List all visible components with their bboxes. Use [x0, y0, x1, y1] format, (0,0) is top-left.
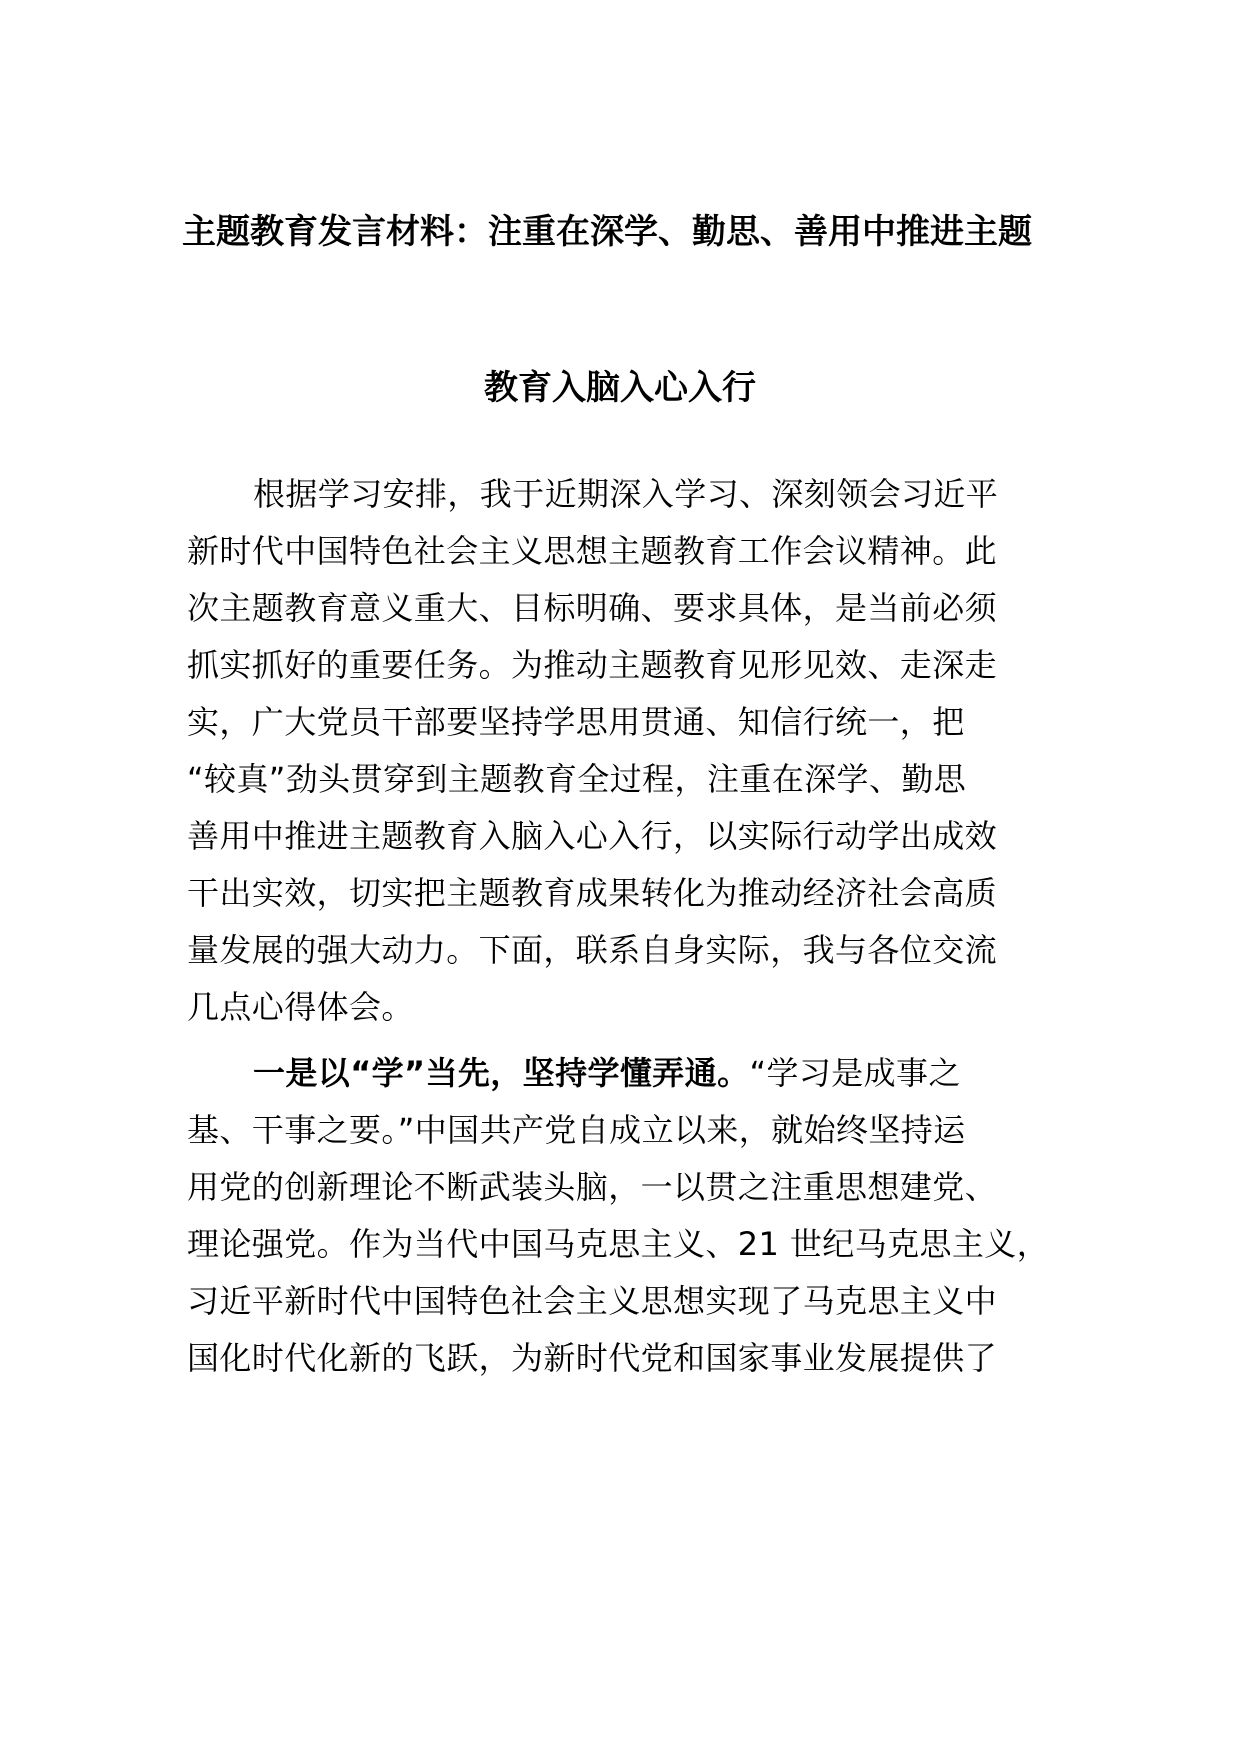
paragraph-line: 干出实效，切实把主题教育成果转化为推动经济社会高质 [187, 874, 998, 912]
paragraph-line: 善用中推进主题教育入脑入心入行，以实际行动学出成效 [187, 817, 998, 855]
section-one-first-text: “学习是成事之 [749, 1054, 961, 1092]
paragraph-line: 用党的创新理论不断武装头脑，一以贯之注重思想建党、 [187, 1168, 998, 1206]
paragraph-line: 几点心得体会。 [187, 988, 414, 1026]
paragraph-line: 新时代中国特色社会主义思想主题教育工作会议精神。此 [187, 532, 998, 570]
paragraph-line: 理论强党。作为当代中国马克思主义、21 世纪马克思主义， [187, 1225, 1050, 1263]
paragraph-line: 实，广大党员干部要坚持学思用贯通、知信行统一，把 [187, 703, 965, 741]
paragraph-line: 习近平新时代中国特色社会主义思想实现了马克思主义中 [187, 1282, 998, 1320]
paragraph-line: 抓实抓好的重要任务。为推动主题教育见形见效、走深走 [187, 646, 998, 684]
paragraph-line: “较真”劲头贯穿到主题教育全过程，注重在深学、勤思 [187, 760, 967, 798]
paragraph-line: 根据学习安排，我于近期深入学习、深刻领会习近平 [253, 475, 999, 513]
section-one-heading: 一是以“学”当先，坚持学懂弄通。 [253, 1054, 750, 1092]
paragraph-line: 国化时代化新的飞跃，为新时代党和国家事业发展提供了 [187, 1339, 998, 1377]
paragraph-line: 量发展的强大动力。下面，联系自身实际，我与各位交流 [187, 931, 998, 969]
paragraph-line: 基、干事之要。”中国共产党自成立以来，就始终坚持运 [187, 1111, 966, 1149]
paragraph-line: 次主题教育意义重大、目标明确、要求具体，是当前必须 [187, 589, 998, 627]
paragraph-line [253, 1053, 1133, 1093]
document-title-line-2: 教育入脑入心入行 [484, 368, 756, 408]
document-title-line-1: 主题教育发言材料：注重在深学、勤思、善用中推进主题 [182, 212, 1032, 252]
